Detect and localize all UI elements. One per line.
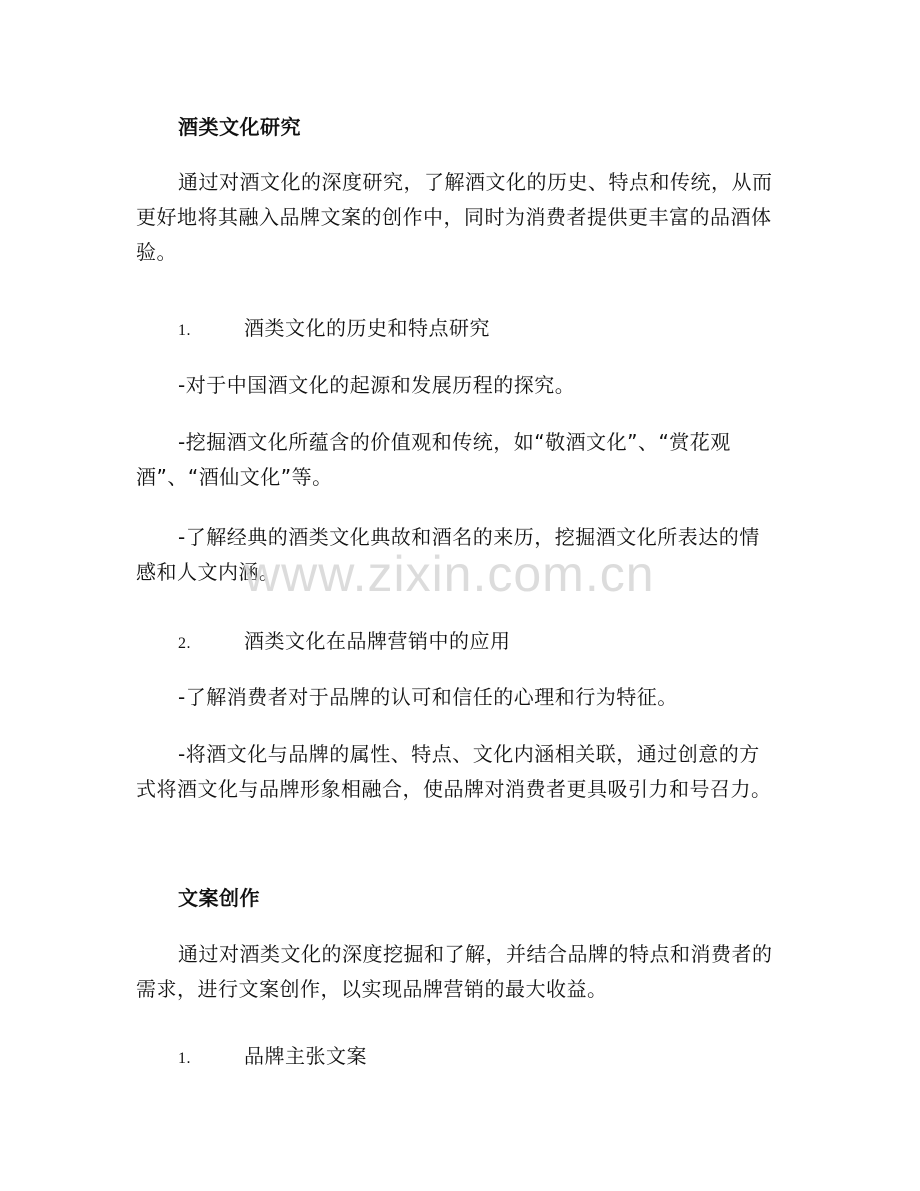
item-title: 品牌主张文案 xyxy=(244,1044,367,1068)
numbered-item-1 xyxy=(178,1039,778,1076)
section-intro-paragraph: 通过对酒文化的深度研究，了解酒文化的历史、特点和传统，从而更好地将其融入品牌文案的创作中，同时为消费者提供更丰富的品酒体验。 xyxy=(136,170,773,264)
bullet-paragraph: -将酒文化与品牌的属性、特点、文化内涵相关联，通过创意的方式将酒文化与品牌形象相融合，使品牌对消费者更具吸引力和号召力。 xyxy=(136,742,772,801)
bullet-paragraph: -了解消费者对于品牌的认可和信任的心理和行为特征。 xyxy=(178,685,678,709)
item-title: 酒类文化的历史和特点研究 xyxy=(244,316,490,340)
section-intro-paragraph: 通过对酒类文化的深度挖掘和了解，并结合品牌的特点和消费者的需求，进行文案创作，以实现品牌营销的最大收益。 xyxy=(136,942,773,1001)
item-number: 1. xyxy=(178,1050,191,1067)
watermark: www.zixin.com.cn xyxy=(244,546,655,602)
item-number: 2. xyxy=(178,635,191,652)
bullet-paragraph: -了解经典的酒类文化典故和酒名的来历，挖掘酒文化所表达的情感和人文内涵。 xyxy=(136,525,760,584)
numbered-item-1 xyxy=(178,311,778,348)
item-title: 酒类文化在品牌营销中的应用 xyxy=(244,629,511,653)
section-heading-liquor-culture: 酒类文化研究 xyxy=(178,115,301,139)
numbered-item-2 xyxy=(178,624,778,661)
item-number: 1. xyxy=(178,322,191,339)
bullet-paragraph: -挖掘酒文化所蕴含的价值观和传统，如“敬酒文化”、“赏花观酒”、“酒仙文化”等。 xyxy=(136,430,731,489)
section-heading-copywriting: 文案创作 xyxy=(178,886,260,910)
bullet-paragraph: -对于中国酒文化的起源和发展历程的探究。 xyxy=(178,373,576,397)
